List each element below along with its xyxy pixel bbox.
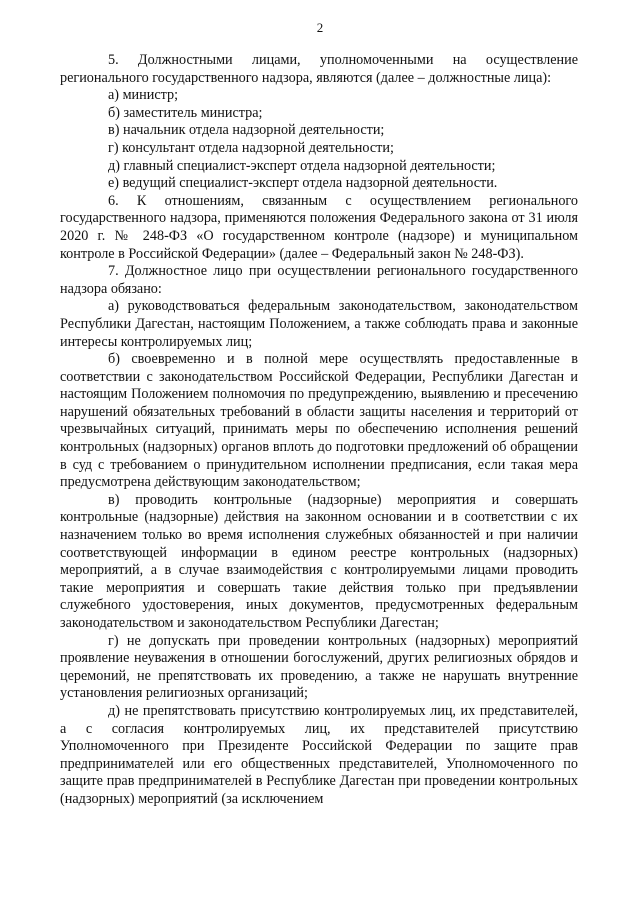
duty-b: б) своевременно и в полной мере осуществлять предоставленные в соответствии с законодательством Российской Федерации, Республики Дагестан и настоящим Положением полномочия по предупреждению, выявлению и пресечению нарушений обязательных требований в области защиты населения и территорий от чрезвычайных ситуаций, принимать меры по обеспечению исполнения решений контрольных (надзорных) органов вплоть до подготовки предложений об обращении в суд с требованием о принудительном исполнении предписания, если такая мера предусмотрена действующим законодательством; xyxy=(60,351,578,491)
duty-d: д) не препятствовать присутствию контролируемых лиц, их представителей, а с согласия контролируемых лиц, их представителей присутствию Уполномоченного при Президенте Российской Федерации по защите прав предпринимателей или его общественных представителей, Уполномоченного по защите прав предпринимателей в Республике Дагестан при проведении контрольных (надзорных) мероприятий (за исключением xyxy=(60,702,578,807)
duty-v: в) проводить контрольные (надзорные) мероприятия и совершать контрольные (надзорные) действия на законном основании и в соответствии с их назначением только во время исполнения служебных обязанностей и при наличии соответствующей информации в едином реестре контрольных (надзорных) мероприятий, а в случае взаимодействия с контролируемыми лицами проводить такие мероприятия и совершать такие действия только при предъявлении служебного удостоверения, иных документов, предусмотренных федеральным законодательством и законодательством Республики Дагестан; xyxy=(60,491,578,631)
list-item-d: д) главный специалист-эксперт отдела надзорной деятельности; xyxy=(108,157,496,174)
duty-a: а) руководствоваться федеральным законодательством, законодательством Республики Дагестан, настоящим Положением, а также соблюдать права и законные интересы контролируемых лиц; xyxy=(60,298,578,350)
list-item-b: б) заместитель министра; xyxy=(108,104,263,121)
page-number: 2 xyxy=(316,20,324,35)
document-body xyxy=(60,52,578,809)
list-item-a: а) министр; xyxy=(108,87,179,104)
paragraph-7: 7. Должностное лицо при осуществлении регионального государственного надзора обязано: xyxy=(60,263,578,297)
duty-g: г) не допускать при проведении контрольных (надзорных) мероприятий проявление неуважения в отношении богослужений, других религиозных обрядов и церемоний, не препятствовать их проведению, а также не нарушать внутренние установления религиозных организаций; xyxy=(60,632,578,702)
paragraph-5: 5. Должностными лицами, уполномоченными на осуществление регионального государственного надзора, являются (далее – должностные лица): xyxy=(60,52,578,86)
list-item-g: г) консультант отдела надзорной деятельности; xyxy=(108,139,394,156)
paragraph-6: 6. К отношениям, связанным с осуществлением регионального государственного надзора, применяются положения Федерального закона от 31 июля 2020 г. № 248-ФЗ «О государственном контроле (надзоре) и муниципальном контроле в Российской Федерации» (далее – Федеральный закон № 248-ФЗ). xyxy=(60,192,578,262)
list-item-v: в) начальник отдела надзорной деятельности; xyxy=(108,122,385,139)
list-item-e: е) ведущий специалист-эксперт отдела надзорной деятельности. xyxy=(108,175,498,192)
